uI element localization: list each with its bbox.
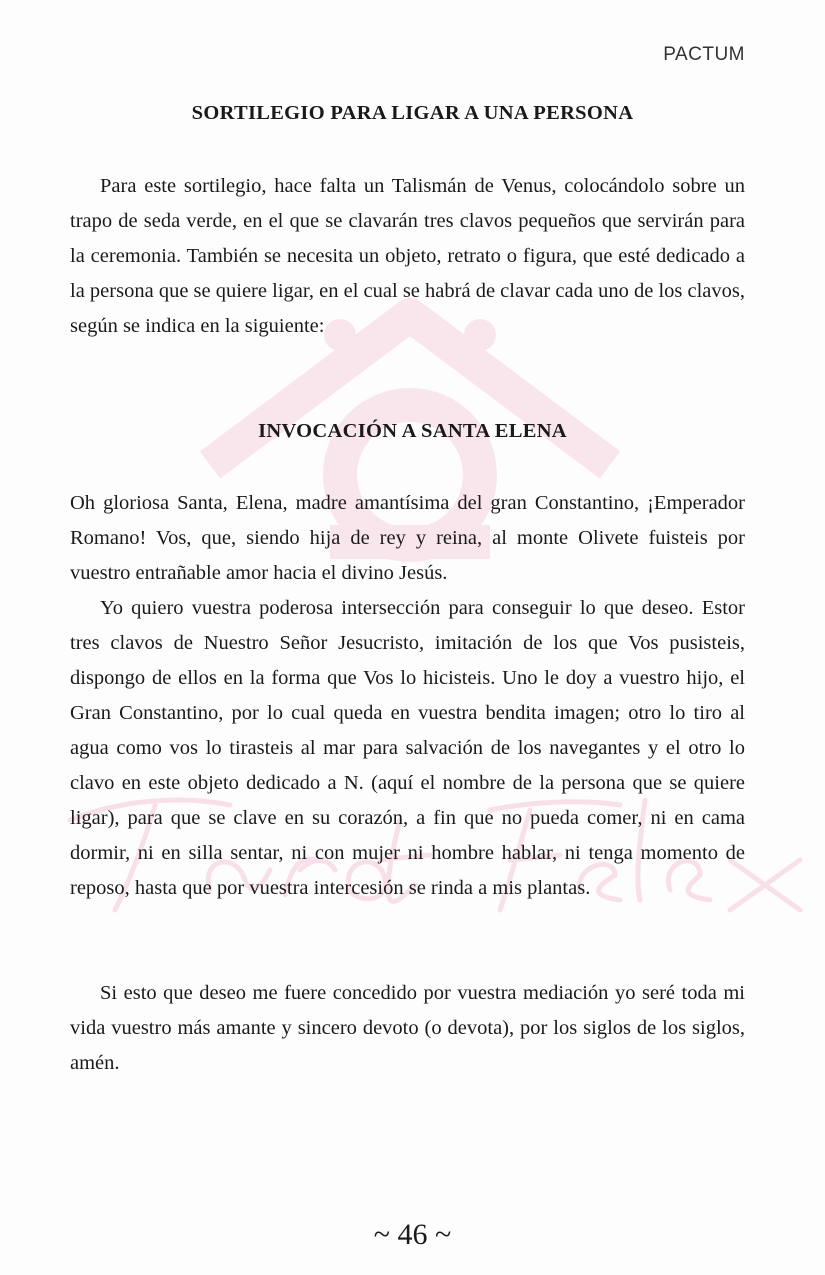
paragraph-sortilegio: Para este sortilegio, hace falta un Talismán de Venus, colocándolo sobre un trapo de seda verde, en el que se clavarán tres clavos pequeños que servirán para la ceremonia. También se necesita un objeto, retrato o figura, que esté dedicado a la persona que se quiere ligar, en el cual se habrá de clavar cada uno de los clavos, según se indica en la siguiente: — [70, 175, 745, 337]
section-title-invocacion: INVOCACIÓN A SANTA ELENA — [258, 420, 567, 442]
paragraph-invocacion-3: Si esto que deseo me fuere concedido por vuestra mediación yo seré toda mi vida vuestro más amante y sincero devoto (o devota), por los siglos de los siglos, amén. — [70, 982, 745, 1074]
paragraph-invocacion-2: Yo quiero vuestra poderosa intersección para conseguir lo que deseo. Estor tres clavos de Nuestro Señor Jesucristo, imitación de los que Vos pusisteis, dispongo de ellos en la forma que Vos lo hicisteis. Uno le doy a vuestro hijo, el Gran Constantino, por lo cual queda en vuestra bendita imagen; otro lo tiro al agua como vos lo tirasteis al mar para salvación de los navegantes y el otro lo clavo en este objeto dedicado a N. (aquí el nombre de la persona que se quiere ligar), para que se clave en su corazón, a fin que no pueda comer, ni en cama dormir, ni en silla sentar, ni con mujer ni hombre hablar, ni tenga momento de reposo, hasta que por vuestra intercesión se rinda a mis plantas. — [70, 597, 745, 899]
paragraph-invocacion-1: Oh gloriosa Santa, Elena, madre amantísima del gran Constantino, ¡Emperador Romano! Vos, que, siendo hija de rey y reina, al monte Olivete fuisteis por vuestro entrañable amor hacia el divino Jesús. — [70, 492, 745, 584]
section-title-sortilegio: SORTILEGIO PARA LIGAR A UNA PERSONA — [191, 102, 634, 124]
page-number: ~ 46 ~ — [373, 1218, 452, 1251]
running-head: PACTUM — [663, 44, 745, 65]
